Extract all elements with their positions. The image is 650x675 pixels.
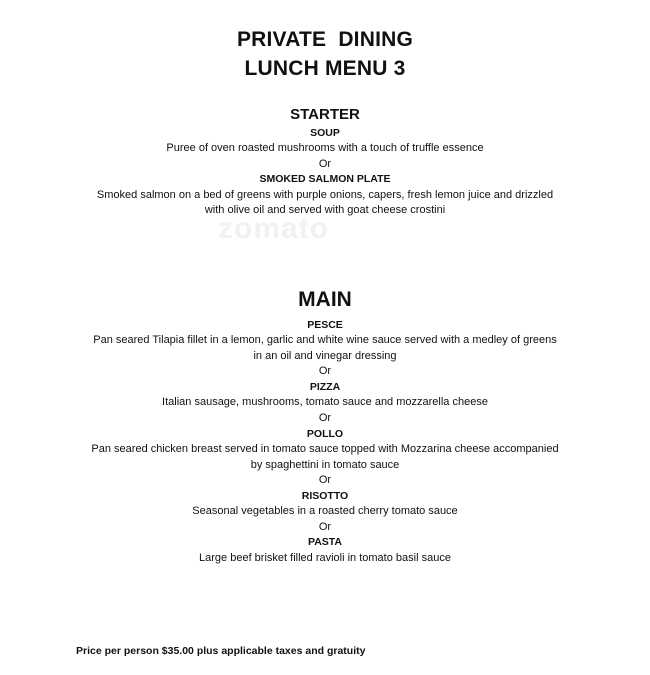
dish-description-pollo-line2: by spaghettini in tomato sauce	[250, 459, 400, 471]
dish-description-smoked-salmon-line2: with olive oil and served with goat cheese crostini	[204, 204, 446, 216]
watermark: zomato	[218, 212, 329, 245]
menu-title-line1: PRIVATE DINING	[236, 28, 414, 51]
starter-heading: STARTER	[290, 106, 360, 123]
dish-name-risotto: RISOTTO	[301, 490, 349, 502]
menu-title-line2: LUNCH MENU 3	[244, 57, 406, 80]
dish-description-pesce-line2: in an oil and vinegar dressing	[253, 350, 397, 362]
or-separator: Or	[318, 365, 332, 377]
dish-name-pizza: PIZZA	[309, 381, 341, 393]
or-separator: Or	[318, 158, 332, 170]
dish-description-soup: Puree of oven roasted mushrooms with a touch of truffle essence	[166, 142, 484, 154]
dish-name-pesce: PESCE	[307, 319, 343, 331]
menu-title	[0, 25, 650, 83]
or-separator: Or	[318, 521, 332, 533]
or-separator: Or	[318, 474, 332, 486]
dish-name-pollo: POLLO	[306, 428, 344, 440]
dish-description-smoked-salmon-line1: Smoked salmon on a bed of greens with purple onions, capers, fresh lemon juice and drizzled	[96, 189, 554, 201]
dish-name-soup: SOUP	[310, 127, 340, 139]
or-separator: Or	[318, 412, 332, 424]
dish-description-pasta: Large beef brisket filled ravioli in tomato basil sauce	[199, 552, 451, 564]
dish-name-smoked-salmon: SMOKED SALMON PLATE	[259, 173, 391, 185]
dish-description-risotto: Seasonal vegetables in a roasted cherry tomato sauce	[192, 505, 458, 517]
dish-name-pasta: PASTA	[307, 536, 343, 548]
main-heading: MAIN	[298, 288, 352, 311]
dish-description-pollo-line1: Pan seared chicken breast served in tomato sauce topped with Mozzarina cheese accompanied	[91, 443, 559, 455]
dish-description-pizza: Italian sausage, mushrooms, tomato sauce and mozzarella cheese	[162, 396, 488, 408]
dish-description-pesce-line1: Pan seared Tilapia fillet in a lemon, garlic and white wine sauce served with a medley of greens	[93, 334, 557, 346]
price-note: Price per person $35.00 plus applicable taxes and gratuity	[76, 645, 366, 657]
